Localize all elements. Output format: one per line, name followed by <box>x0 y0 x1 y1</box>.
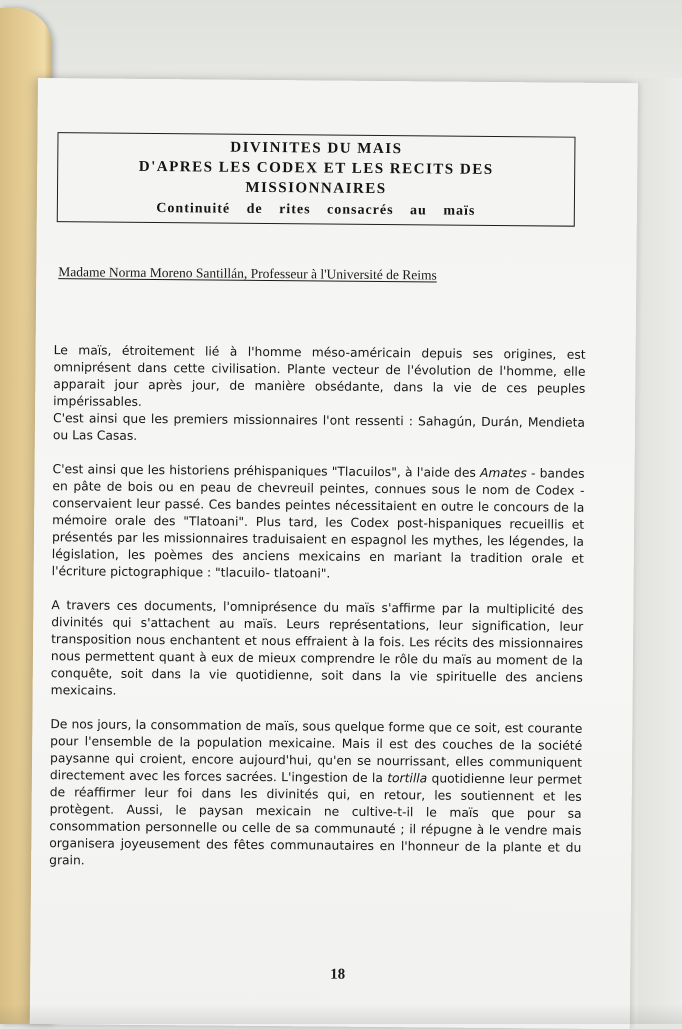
title-subtitle: Continuité de rites consacrés au maïs <box>156 201 476 219</box>
paragraph-4 <box>49 716 582 874</box>
bottom-shadow <box>0 1004 682 1024</box>
title-line-2: D'APRES LES CODEX ET LES RECITS DES <box>138 158 494 178</box>
paragraph-2-text-a: C'est ainsi que les historiens préhispaniques "Tlacuilos", à l'aide des <box>52 462 481 480</box>
paragraph-2-text-b: - bandes en pâte de bois ou en peau de chevreuil peintes, connues sous le nom de Codex - conservaient leur passé. Ces bandes peintes nécessitaient en outre le concours de la mémoire orale des "Tlatoani". Plus tard, les Codex post-hispaniques recueillis et présentés par les missionnaires traduisaient en espagnol les mythes, les légendes, la législation, les poèmes des anciens mexicains en mariant la tradition orale et l'écriture pictographique : "tlacuilo- tlatoani". <box>51 466 585 581</box>
paragraph-1b: C'est ainsi que les premiers missionnaires l'ont ressenti : Sahagún, Durán, Mendieta ou Las Casas. <box>52 411 586 443</box>
background-right <box>638 78 682 1024</box>
title-line-1: DIVINITES DU MAIS <box>230 139 403 158</box>
title-box <box>57 132 576 227</box>
paragraph-3: A travers ces documents, l'omniprésence du maïs s'affirme par la multiplicité des divinités qui s'attachent au maïs. Leurs représentations, leur signification, leur transposition nous enchantent et nous effraient à la fois. Les récits des missionnaires nous permettent quant à eux de mieux comprendre le rôle du maïs au moment de la conquête, soit dans la vie quotidienne, soit dans la vie spirituelle des anciens mexicains. <box>50 598 584 698</box>
article-body <box>49 342 586 891</box>
paragraph-4-text-a: De nos jours, la consommation de maïs, sous quelque forme que ce soit, est courante pour l'ensemble de la population mexicaine. Mais il est des couches de la société paysanne qui croient, encore aujourd'hui, qu'en se nourrissant, elles communiquent directement avec les forces sacrées. L'ingestion de la <box>49 717 583 786</box>
page-number: 18 <box>330 966 346 983</box>
book-page <box>30 78 638 1029</box>
paragraph-2-italic: Amates <box>479 465 527 481</box>
title-line-3: MISSIONNAIRES <box>245 179 387 198</box>
paragraph-1a: Le maïs, étroitement lié à l'homme méso-américain depuis ses origines, est omniprésent dans cette civilisation. Plante vecteur de l'évolution de l'homme, elle apparait jour après jour, de manière obsédante, dans la vie de ces peuples impérissables. <box>53 343 586 409</box>
author-line: Madame Norma Moreno Santillán, Professeur à l'Université de Reims <box>58 264 437 283</box>
paragraph-2 <box>52 461 585 585</box>
paragraph-4-italic: tortilla <box>387 771 428 786</box>
paragraph-4-text-b: quotidienne leur permet de réaffirmer leur foi dans les divinités qui, en retour, les soutiennent et les protègent. Aussi, le paysan mexicain ne cultive-t-il le maïs que pour sa consommation personnelle ou celle de sa communauté ; il répugne à le vendre mais organisera joyeusement des fêtes communautaires en l'honneur de la plante et du grain. <box>49 771 582 868</box>
